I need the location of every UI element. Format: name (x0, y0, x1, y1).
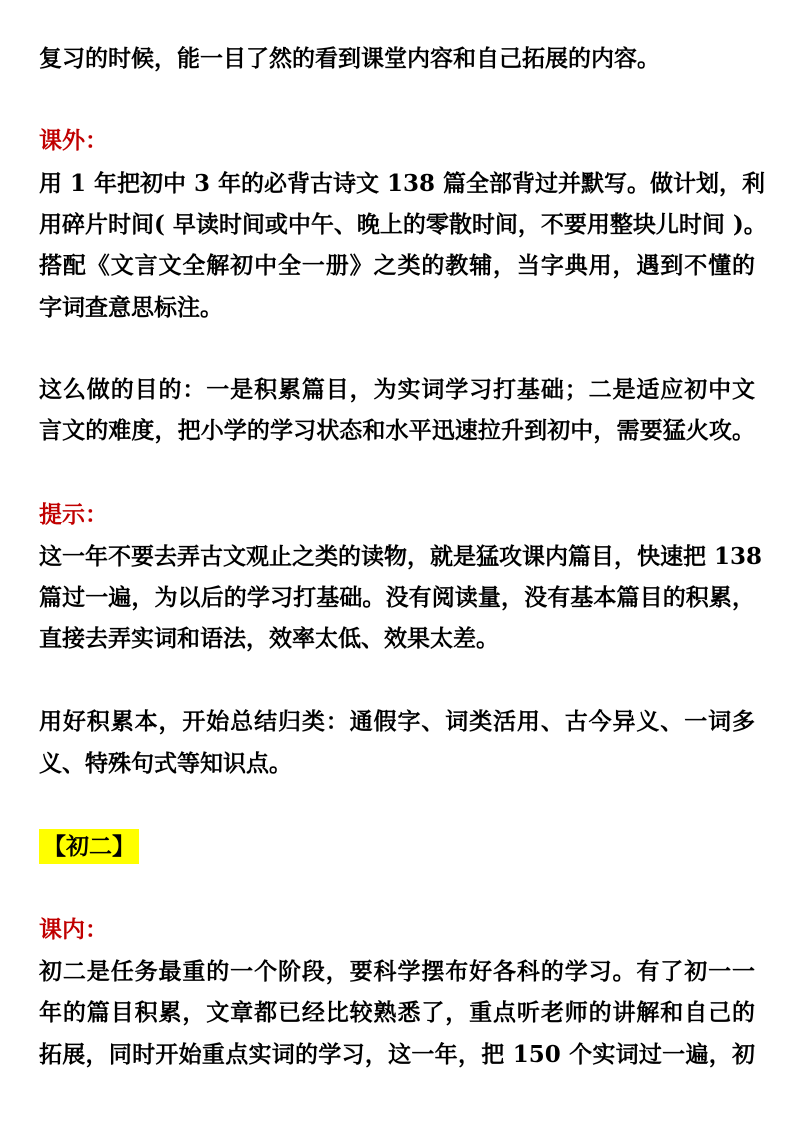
section-heading-tip: 提示： (39, 501, 108, 528)
text-line: 年的篇目积累，文章都已经比较熟悉了，重点听老师的讲解和自己的 (39, 999, 755, 1026)
text-line: 用碎片时间( 早读时间或中午、晚上的零散时间，不要用整块儿时间 )。 (39, 211, 767, 238)
text-line: 拓展，同时开始重点实词的学习，这一年，把 150 个实词过一遍，初 (39, 1041, 755, 1068)
text-line: 篇过一遍，为以后的学习打基础。没有阅读量，没有基本篇目的积累， (39, 584, 755, 611)
text-line: 复习的时候，能一目了然的看到课堂内容和自己拓展的内容。 (39, 45, 660, 72)
text-line: 字词查意思标注。 (39, 294, 223, 321)
text-line: 这么做的目的：一是积累篇目，为实词学习打基础；二是适应初中文 (39, 376, 755, 403)
section-heading-extracurricular: 课外： (39, 127, 108, 154)
text-line: 直接去弄实词和语法，效率太低、效果太差。 (39, 625, 499, 652)
text-line: 搭配《文言文全解初中全一册》之类的教辅，当字典用，遇到不懂的 (39, 252, 755, 279)
text-line: 这一年不要去弄古文观止之类的读物，就是猛攻课内篇目，快速把 138 (39, 543, 763, 570)
text-line: 用 1 年把初中 3 年的必背古诗文 138 篇全部背过并默写。做计划，利 (39, 170, 766, 197)
text-line: 言文的难度，把小学的学习状态和水平迅速拉升到初中，需要猛火攻。 (39, 417, 755, 444)
text-line: 初二是任务最重的一个阶段，要科学摆布好各科的学习。有了初一一 (39, 958, 755, 985)
text-line: 义、特殊句式等知识点。 (39, 750, 292, 777)
grade-two-heading (39, 832, 139, 862)
section-heading-in-class: 课内： (39, 916, 108, 943)
text-line: 用好积累本，开始总结归类：通假字、词类活用、古今异义、一词多 (39, 708, 755, 735)
grade-two-highlight: 【初二】 (39, 829, 139, 864)
